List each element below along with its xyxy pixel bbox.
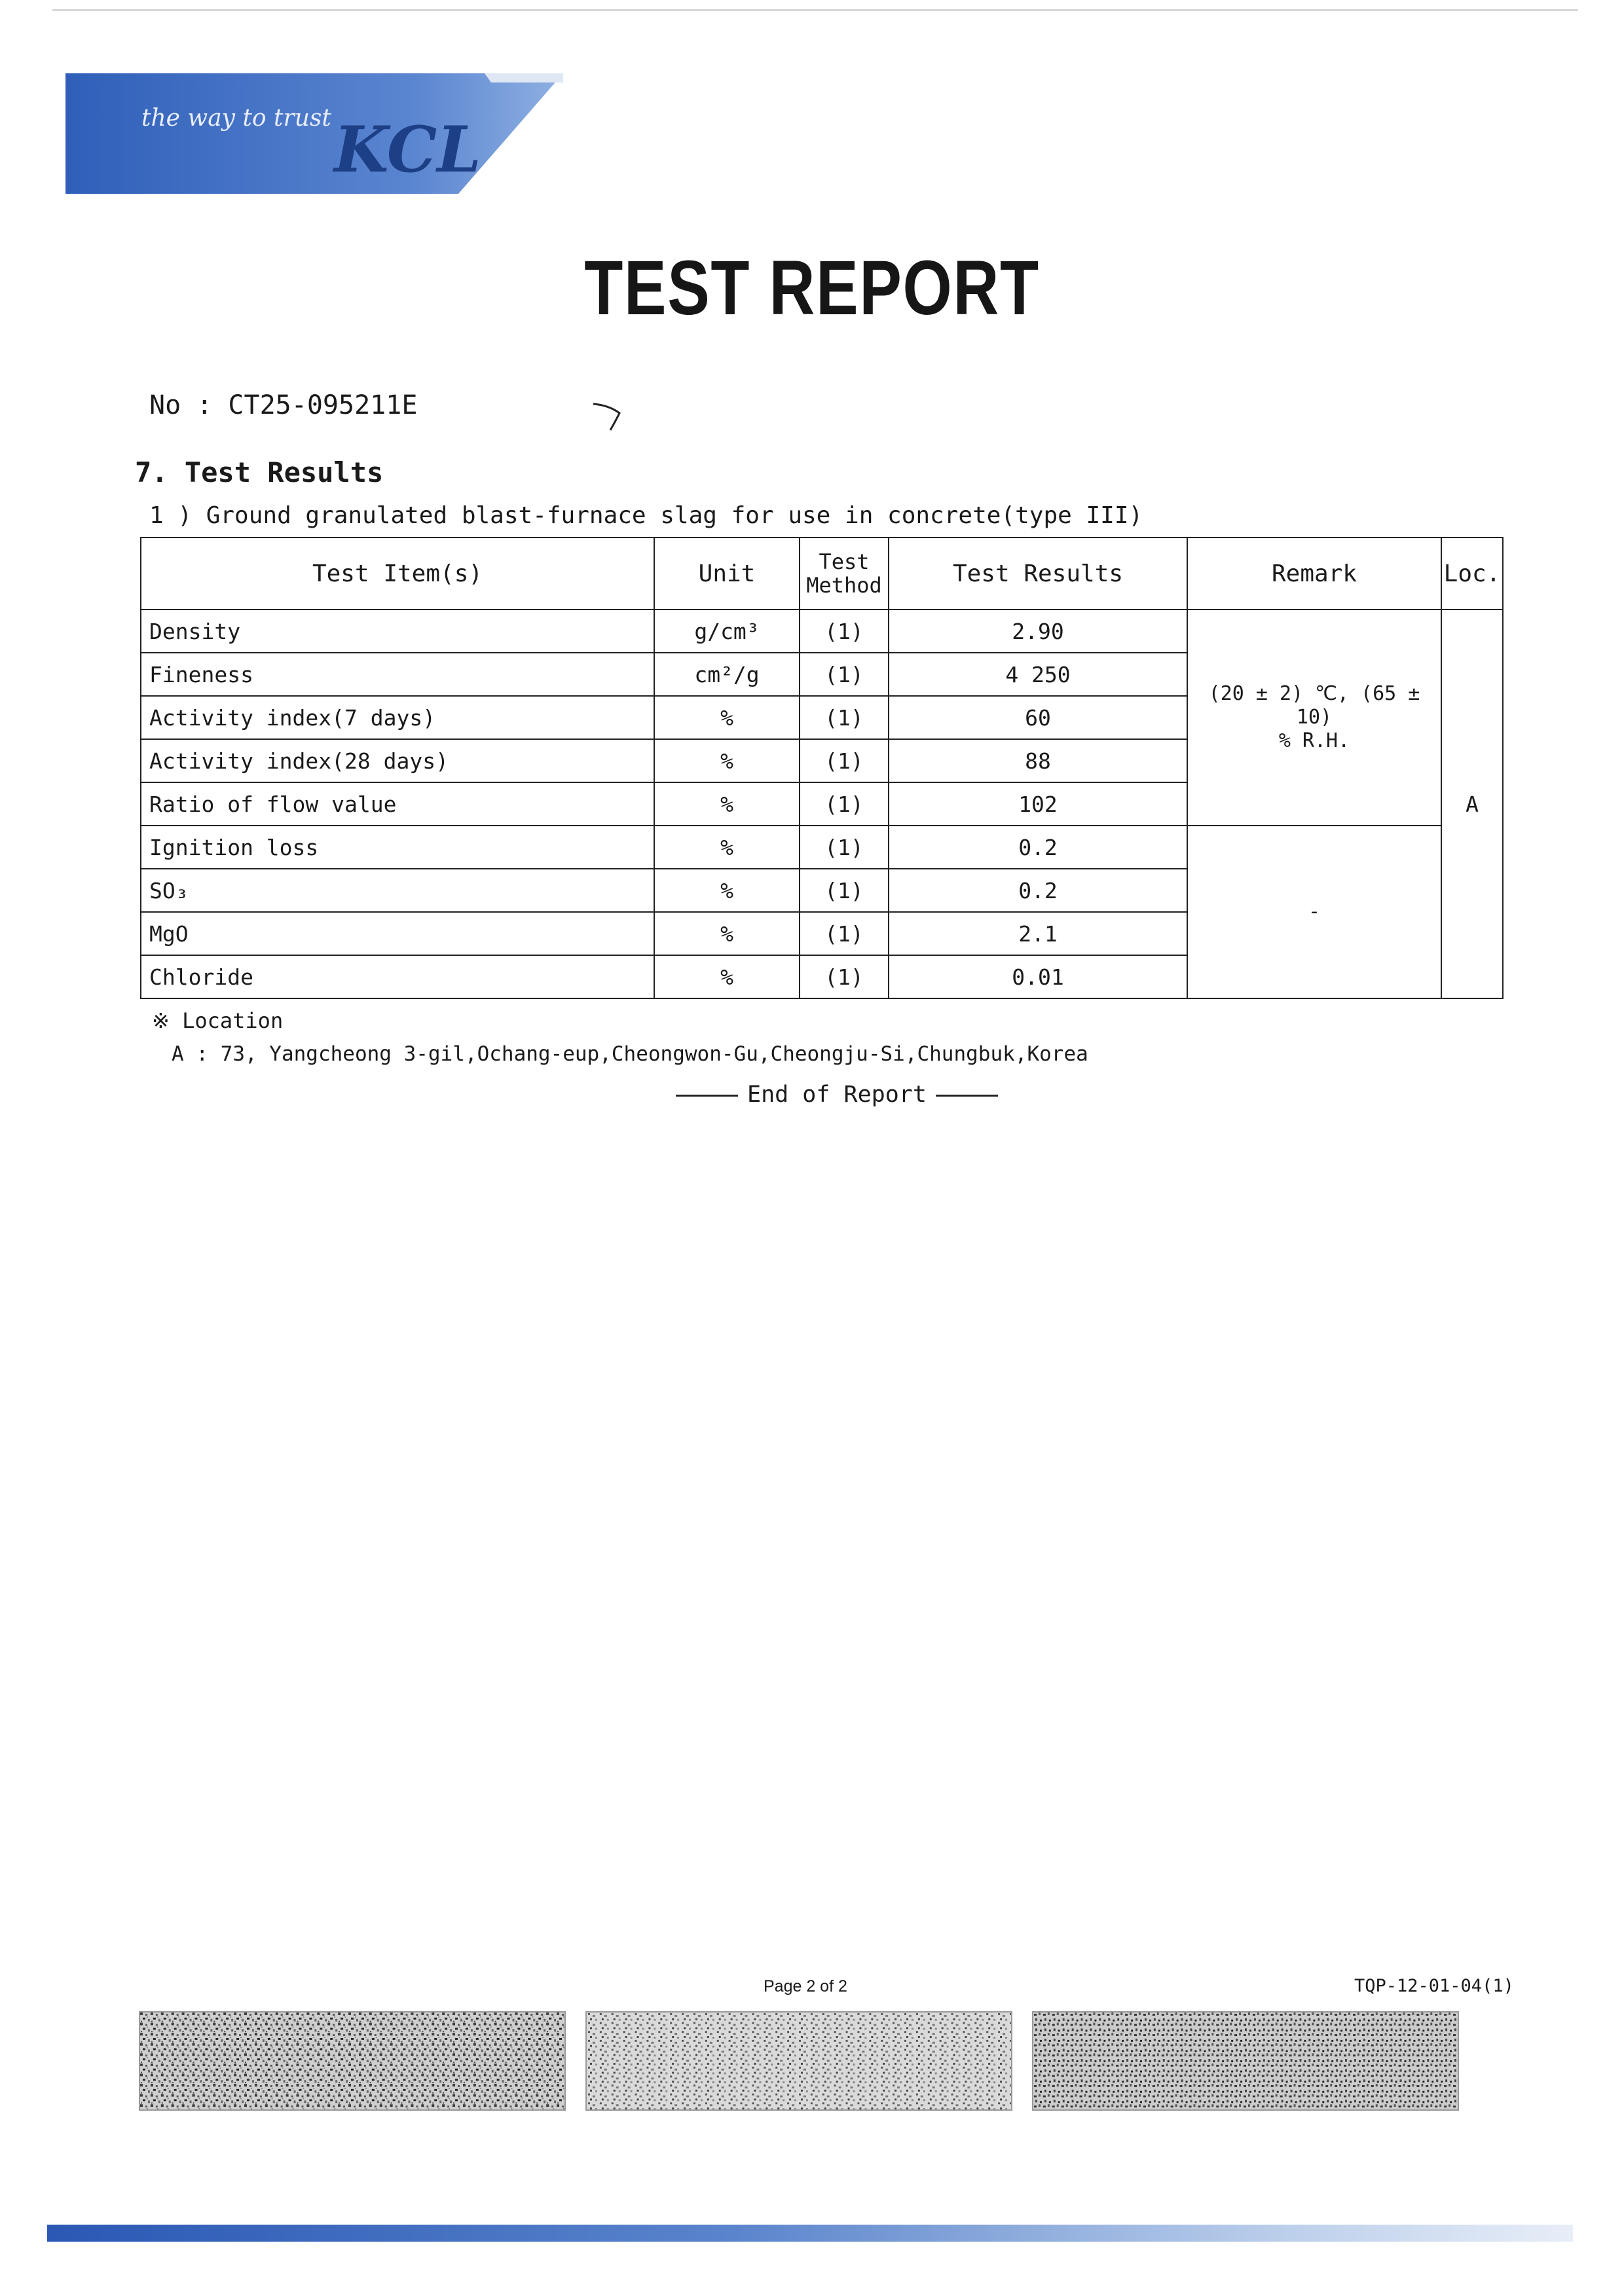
end-dash-right xyxy=(936,1095,998,1097)
end-of-report-text: End of Report xyxy=(747,1082,927,1108)
header-test-method xyxy=(800,538,889,610)
row-method: (1) xyxy=(800,696,889,739)
row-result: 102 xyxy=(889,782,1187,826)
row-item: Ignition loss xyxy=(141,826,654,869)
row-item: Density xyxy=(141,610,654,653)
row-result: 2.90 xyxy=(889,610,1187,653)
report-number xyxy=(149,390,417,420)
row-result: 88 xyxy=(889,739,1187,782)
end-of-report xyxy=(667,1082,1007,1108)
location-note-label: ※ Location xyxy=(152,1008,284,1033)
report-number-value: CT25-095211E xyxy=(228,390,418,420)
header-test-method-line2: Method xyxy=(806,573,882,598)
header-test-results: Test Results xyxy=(889,538,1187,610)
security-pattern-1 xyxy=(139,2011,566,2111)
header-remark: Remark xyxy=(1187,538,1441,610)
row-item: MgO xyxy=(141,912,654,955)
pen-check-mark xyxy=(589,396,629,435)
table-header-row xyxy=(141,538,1503,610)
location-a-address: A : 73, Yangcheong 3-gil,Ochang-eup,Cheongwon-Gu,Cheongju-Si,Chungbuk,Korea xyxy=(172,1042,1088,1066)
row-result: 0.2 xyxy=(889,869,1187,912)
report-number-label: No : xyxy=(149,390,213,420)
page-number: Page 2 of 2 xyxy=(764,1977,847,1995)
row-unit: % xyxy=(654,869,800,912)
row-result: 60 xyxy=(889,696,1187,739)
row-result: 0.2 xyxy=(889,826,1187,869)
row-unit: g/cm³ xyxy=(654,610,800,653)
row-unit: % xyxy=(654,782,800,826)
row-unit: % xyxy=(654,912,800,955)
end-dash-left xyxy=(676,1095,738,1097)
remark-conditions-line2: % R.H. xyxy=(1278,729,1350,752)
row-result: 4 250 xyxy=(889,653,1187,696)
security-pattern-3 xyxy=(1032,2011,1459,2111)
row-item: SO₃ xyxy=(141,869,654,912)
page-title: TEST REPORT xyxy=(584,245,1040,331)
row-item: Activity index(28 days) xyxy=(141,739,654,782)
top-rule xyxy=(52,9,1578,11)
row-method: (1) xyxy=(800,653,889,696)
row-unit: % xyxy=(654,739,800,782)
logo-tagline: the way to trust xyxy=(141,105,331,132)
remark-conditions-line1: (20 ± 2) ℃, (65 ± 10) xyxy=(1208,682,1420,729)
header-unit: Unit xyxy=(654,538,800,610)
row-method: (1) xyxy=(800,782,889,826)
form-code: TQP-12-01-04(1) xyxy=(1354,1976,1514,1996)
table-row xyxy=(141,610,1503,653)
header-location: Loc. xyxy=(1441,538,1503,610)
row-method: (1) xyxy=(800,869,889,912)
row-result: 2.1 xyxy=(889,912,1187,955)
row-unit: cm²/g xyxy=(654,653,800,696)
logo-brand: KCL xyxy=(334,113,481,187)
row-unit: % xyxy=(654,826,800,869)
security-pattern-2 xyxy=(585,2011,1012,2111)
row-method: (1) xyxy=(800,955,889,998)
row-method: (1) xyxy=(800,739,889,782)
test-results-table xyxy=(140,537,1504,999)
remark-dash: - xyxy=(1187,826,1441,998)
row-item: Activity index(7 days) xyxy=(141,696,654,739)
table-row xyxy=(141,826,1503,869)
row-method: (1) xyxy=(800,912,889,955)
row-unit: % xyxy=(654,696,800,739)
row-item: Fineness xyxy=(141,653,654,696)
bottom-color-bar xyxy=(47,2225,1573,2242)
location-cell: A xyxy=(1441,610,1503,998)
remark-conditions xyxy=(1187,610,1441,826)
subsection-heading: 1 ) Ground granulated blast-furnace slag for use in concrete(type III) xyxy=(149,502,1143,529)
kcl-logo-banner xyxy=(65,73,563,194)
row-item: Ratio of flow value xyxy=(141,782,654,826)
row-item: Chloride xyxy=(141,955,654,998)
row-method: (1) xyxy=(800,610,889,653)
header-test-method-line1: Test xyxy=(819,549,870,574)
section-heading: 7. Test Results xyxy=(135,456,384,488)
header-test-items: Test Item(s) xyxy=(141,538,654,610)
row-unit: % xyxy=(654,955,800,998)
row-method: (1) xyxy=(800,826,889,869)
row-result: 0.01 xyxy=(889,955,1187,998)
